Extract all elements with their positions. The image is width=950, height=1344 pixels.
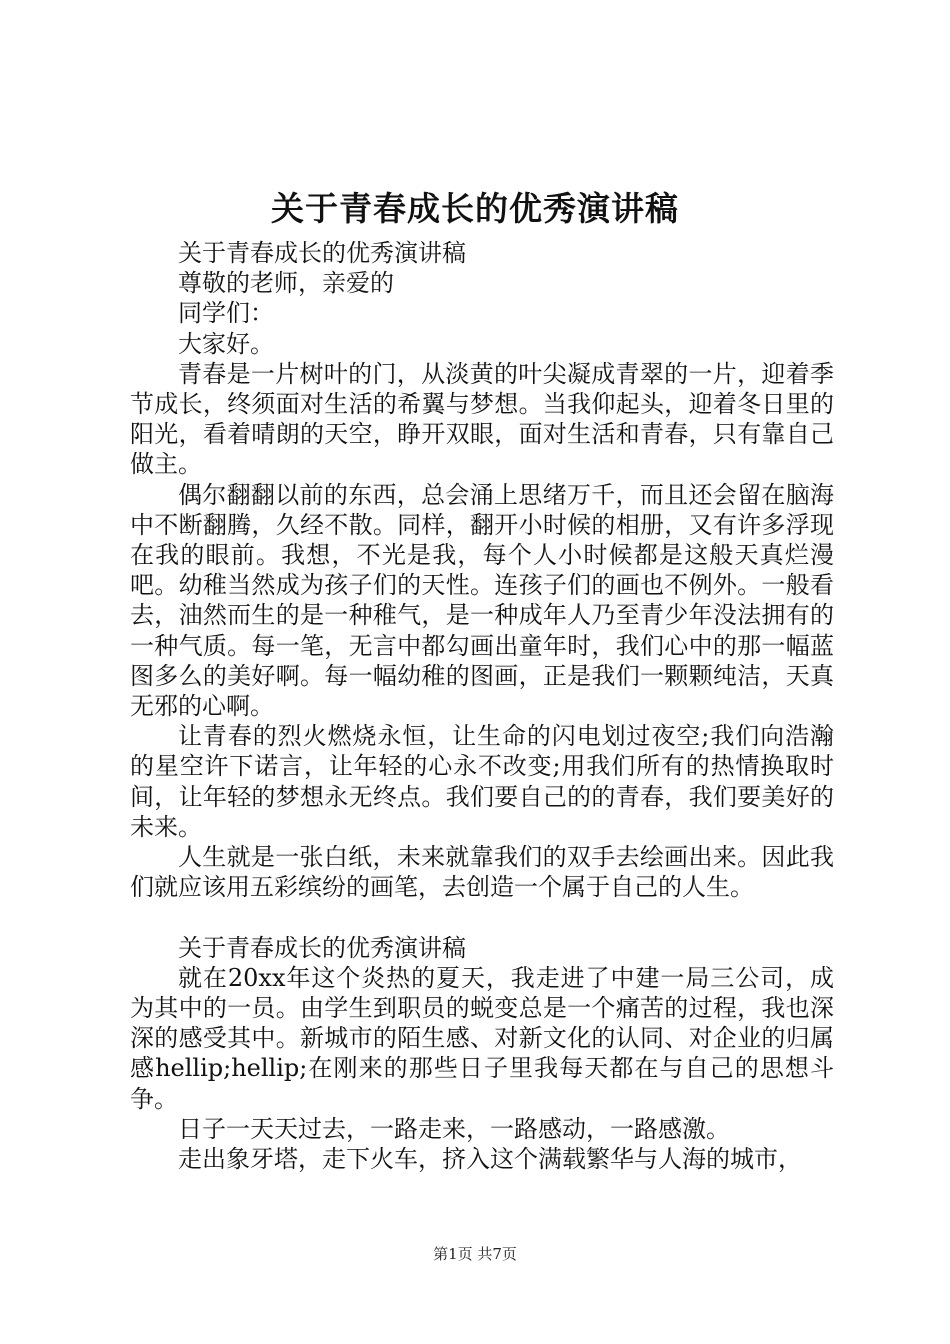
paragraph-heading: 关于青春成长的优秀演讲稿 [178, 239, 466, 267]
paragraph: 就在20xx年这个炎热的夏天，我走进了中建一局三公司，成为其中的一员。由学生到职员的蜕变总是一个痛苦的过程，我也深深的感受其中。新城市的陌生感、对新文化的认同、对企业的归属感hellip;hellip;在刚来的那些日子里我每天都在与自己的思想斗争。 [130, 963, 834, 1113]
paragraph-salutation: 尊敬的老师，亲爱的 [178, 269, 394, 298]
paragraph: 日子一天天过去，一路走来，一路感动，一路感激。 [178, 1114, 730, 1143]
paragraph-spacer [130, 902, 834, 932]
paragraph: 人生就是一张白纸，未来就靠我们的双手去绘画出来。因此我们就应该用五彩缤纷的画笔，去创造一个属于自己的人生。 [130, 843, 834, 902]
paragraph: 让青春的烈火燃烧永恒，让生命的闪电划过夜空;我们向浩瀚的星空许下诺言，让年轻的心永不改变;用我们所有的热情换取时间，让年轻的梦想永无终点。我们要自己的的青春，我们要美好的未来。 [130, 722, 834, 841]
paragraph: 走出象牙塔，走下火车，挤入这个满载繁华与人海的城市， [178, 1145, 802, 1174]
document-title: 关于青春成长的优秀演讲稿 [271, 189, 679, 228]
document-body [130, 238, 834, 1174]
paragraph: 偶尔翻翻以前的东西，总会涌上思绪万千，而且还会留在脑海中不断翻腾，久经不散。同样，翻开小时候的相册，又有许多浮现在我的眼前。我想，不光是我，每个人小时候都是这般天真烂漫吧。幼稚当然成为孩子们的天性。连孩子们的画也不例外。一般看去，油然而生的是一种稚气，是一种成年人乃至青少年没法拥有的一种气质。每一笔，无言中都勾画出童年时，我们心中的那一幅蓝图多么的美好啊。每一幅幼稚的图画，正是我们一颗颗纯洁，天真无邪的心啊。 [130, 480, 834, 721]
paragraph: 青春是一片树叶的门，从淡黄的叶尖凝成青翠的一片，迎着季节成长，终须面对生活的希翼与梦想。当我仰起头，迎着冬日里的阳光，看着晴朗的天空，睁开双眼，面对生活和青春，只有靠自己做主。 [130, 359, 834, 479]
paragraph-greeting: 大家好。 [178, 329, 274, 358]
paragraph-heading: 关于青春成长的优秀演讲稿 [178, 933, 466, 962]
page-footer: 第1页 共7页 [433, 1245, 517, 1263]
paragraph-salutation-cont: 同学们： [178, 299, 274, 328]
